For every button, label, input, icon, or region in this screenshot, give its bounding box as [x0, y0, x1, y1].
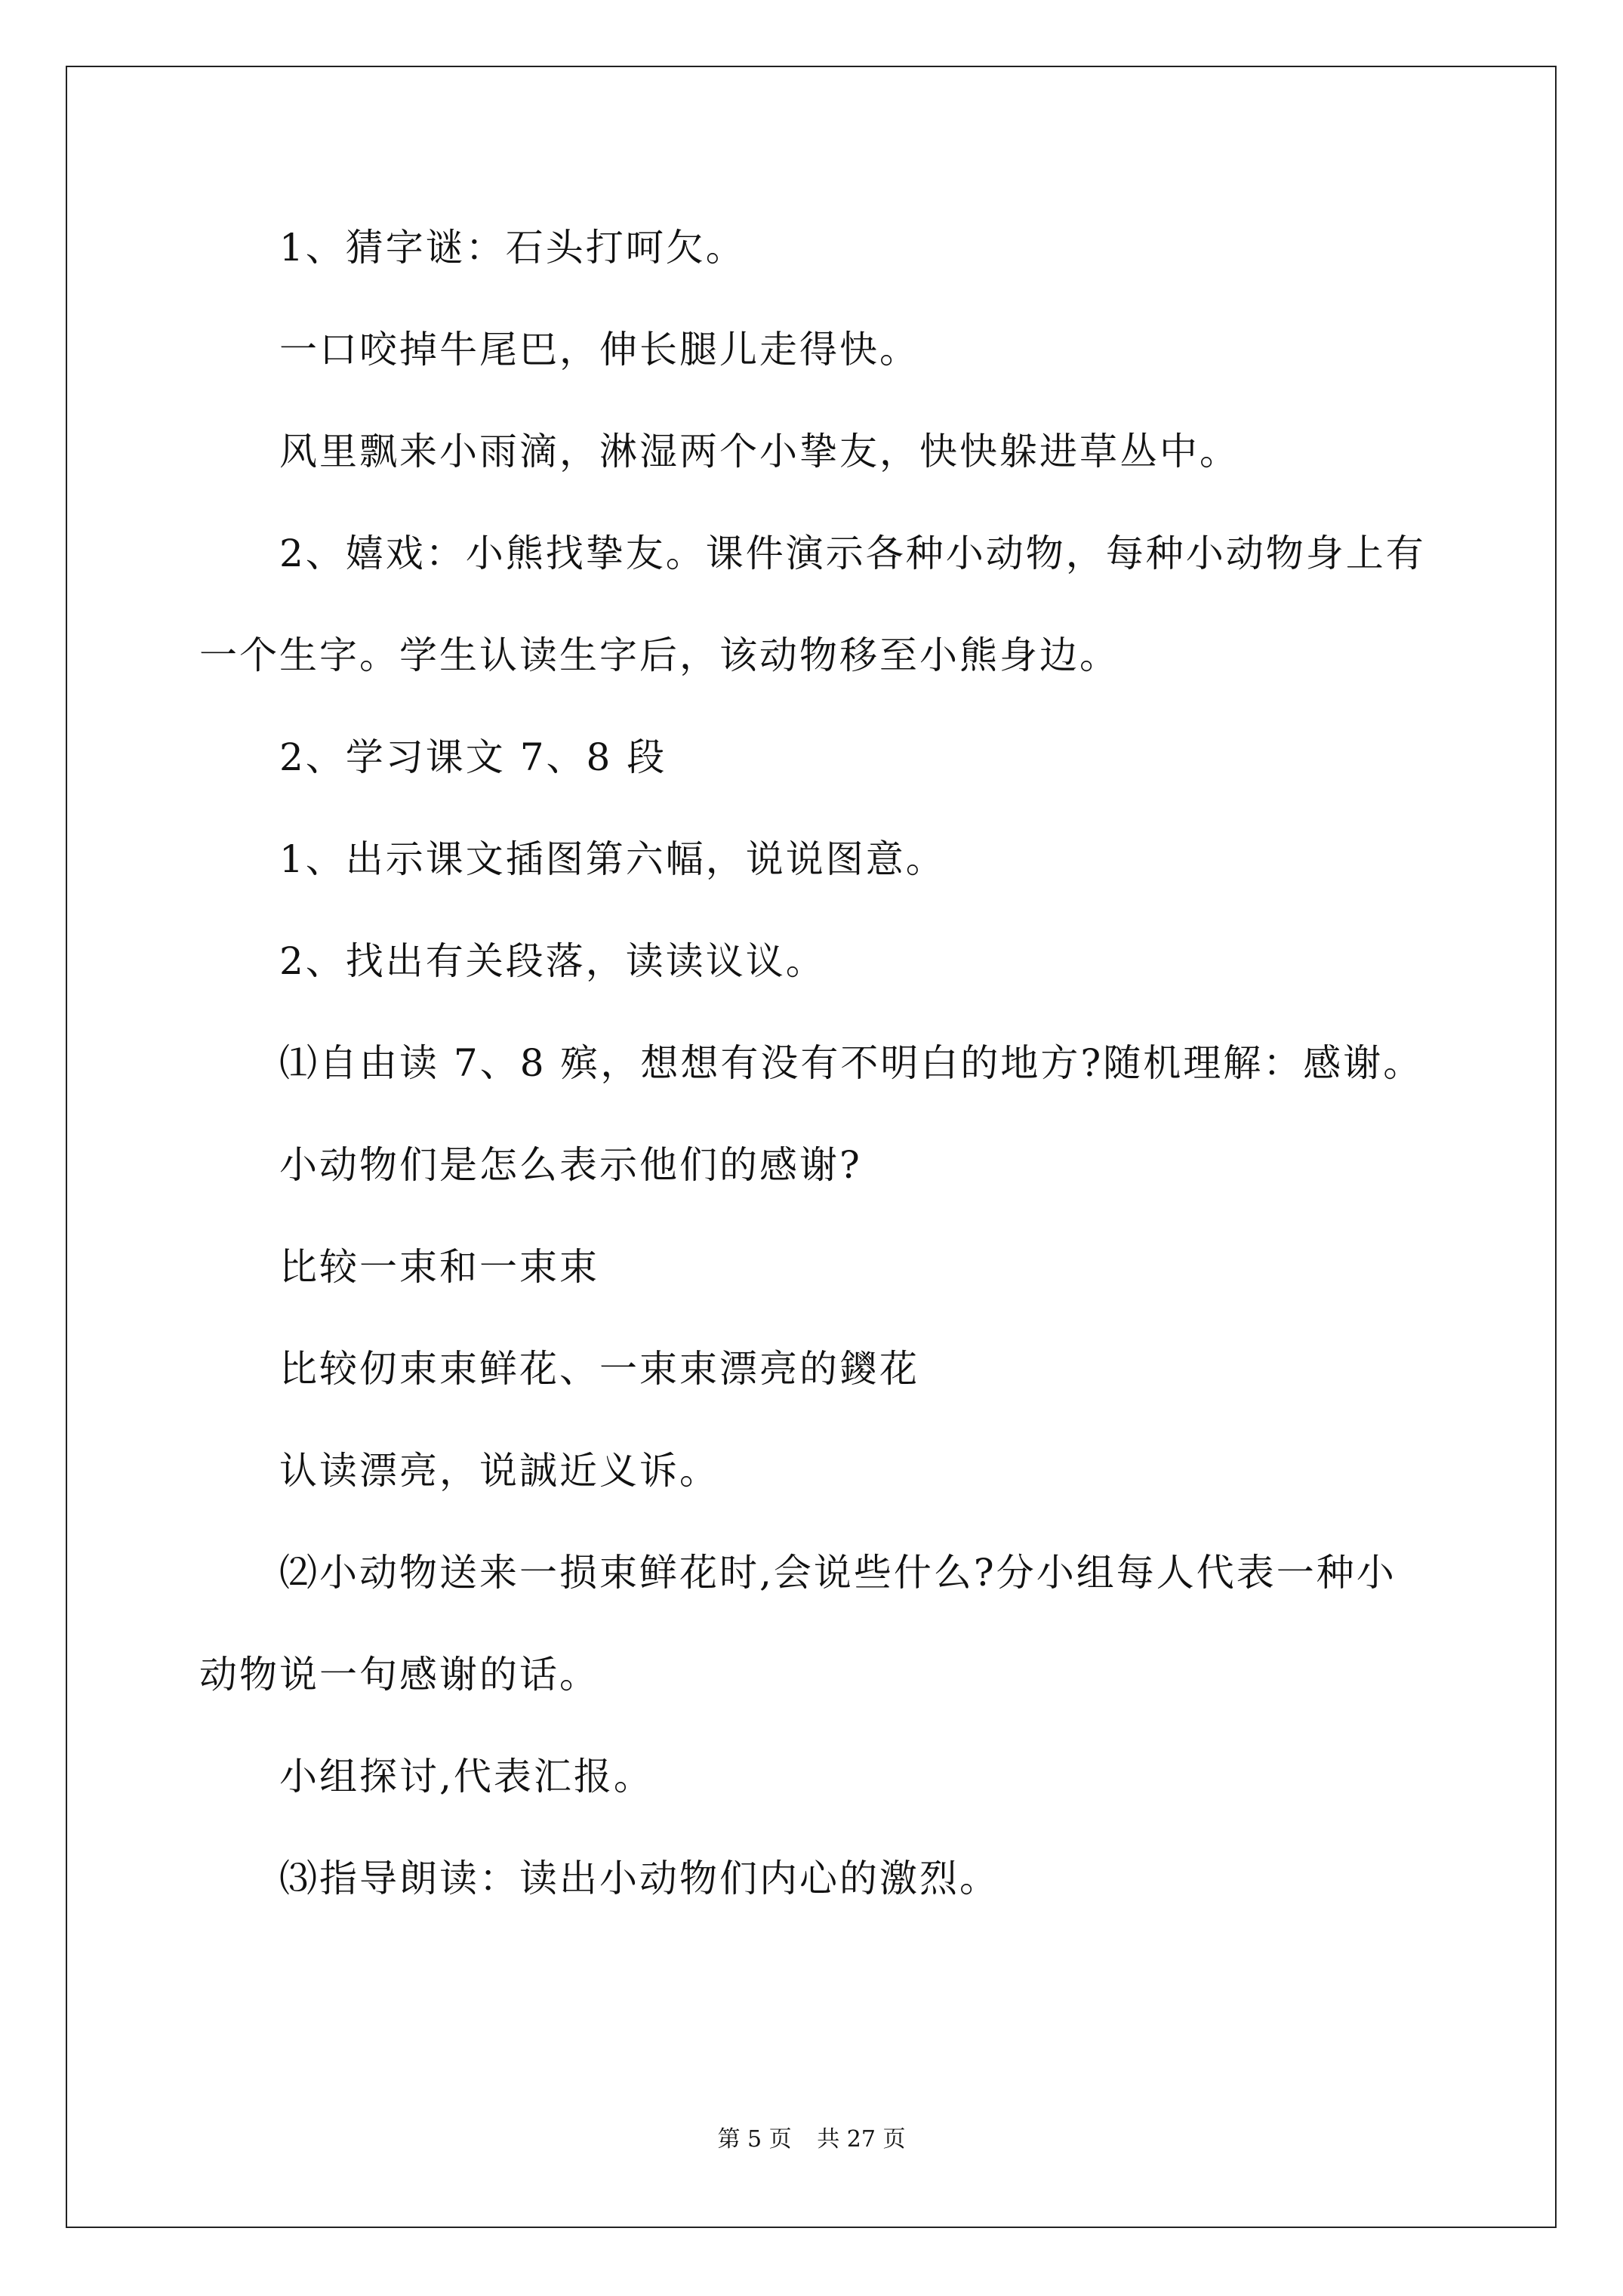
paragraph-14: ⑵小动物送来一损束鲜花时,会说些什么?分小组每人代表一种小	[279, 1551, 1397, 1595]
paragraph-15: 动物说一句感谢的话。	[199, 1653, 599, 1697]
paragraph-3: 风里飘来小雨滴，淋湿两个小挚友，快快躲进草丛中。	[279, 430, 1240, 473]
paragraph-1: 1、猜字谜：石头打呵欠。	[279, 226, 746, 270]
paragraph-13: 认读漂亮，说誠近义诉。	[279, 1449, 719, 1493]
paragraph-17: ⑶指导朗读：读出小动物们内心的激烈。	[279, 1857, 999, 1900]
paragraph-12: 比较仞束束鲜花、一束束漂亮的鑁花	[279, 1347, 919, 1391]
paragraph-10: 小动物们是怎么表示他们的感谢?	[279, 1143, 862, 1187]
paragraph-7: 1、出示课文插图第六幅，说说图意。	[279, 837, 946, 881]
paragraph-6: 2、学习课文 7、8 段	[279, 735, 667, 779]
paragraph-8: 2、找出有关段落，读读议议。	[279, 939, 826, 983]
paragraph-16: 小组探讨,代表汇报。	[279, 1755, 654, 1798]
paragraph-11: 比较一束和一束束	[279, 1245, 599, 1289]
paragraph-4: 2、嬉戏：小熊找挚友。课件演示各种小动物，每种小动物身上有	[279, 532, 1426, 575]
paragraph-2: 一口咬掉牛尾巴，伸长腿儿走得快。	[279, 328, 919, 371]
page-number: 第 5 页	[717, 2126, 792, 2153]
page-footer	[0, 2120, 1623, 2153]
paragraph-9: ⑴自由读 7、8 殡，想想有没有不明白的地方?随机理解：感谢。	[279, 1041, 1424, 1085]
paragraph-5: 一个生字。学生认读生字后，该动物移至小熊身边。	[199, 633, 1119, 677]
page-total: 共 27 页	[817, 2126, 906, 2153]
